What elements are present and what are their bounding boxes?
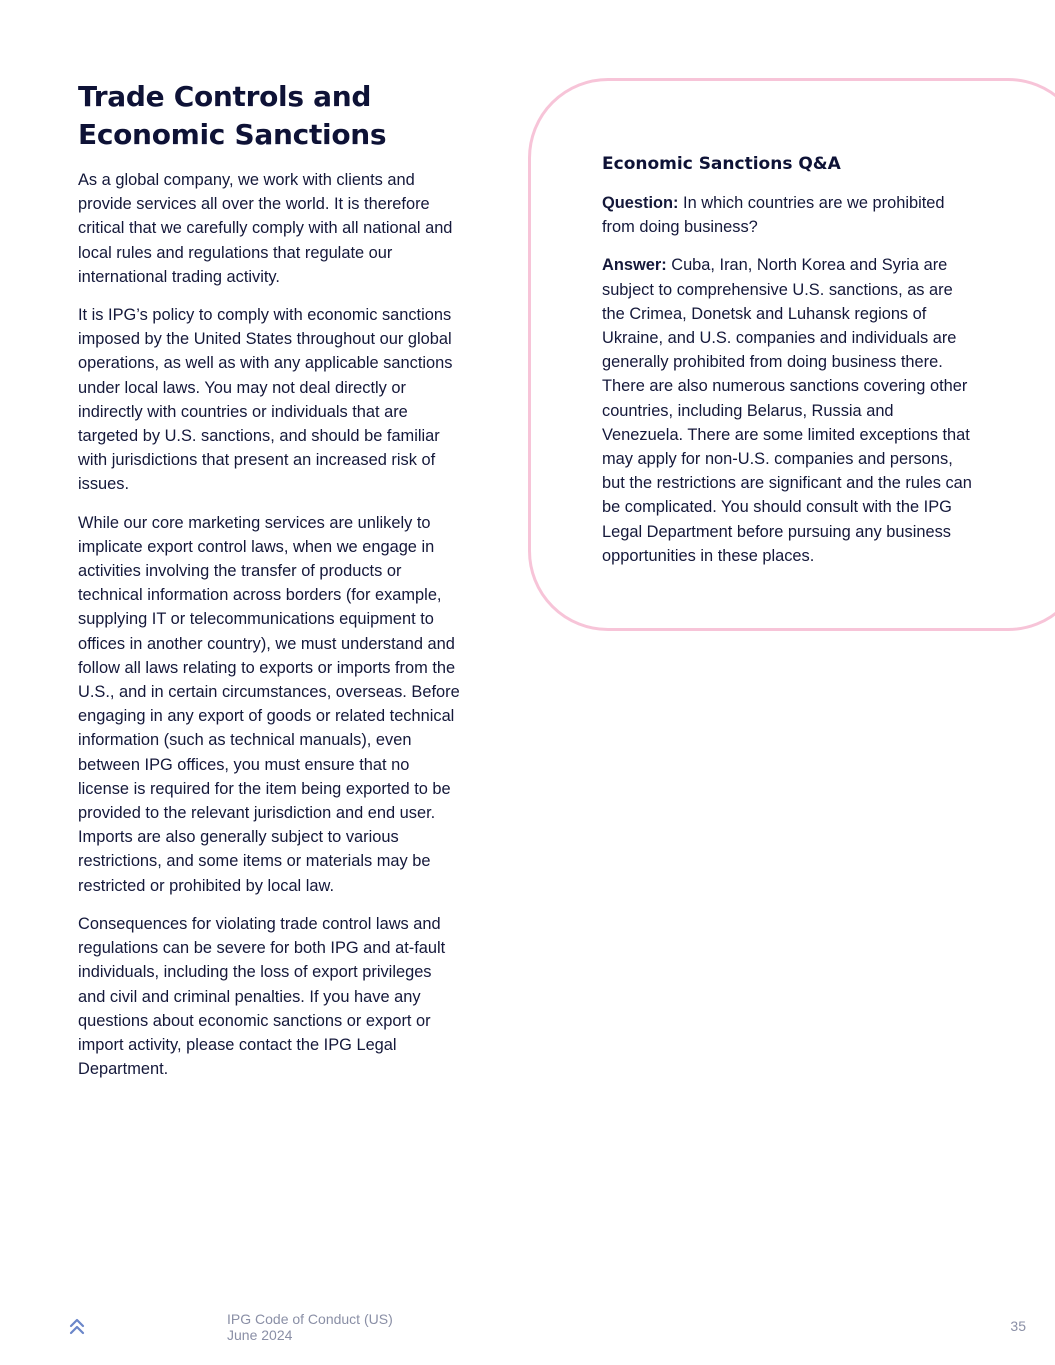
body-paragraph-2: It is IPG’s policy to comply with economic sanctions imposed by the United States throughout our global operations, as well as with any applicable sanctions under local laws. You may not deal directly or indirectly with countries or individuals that are targeted by U.S. sanctions, and should be familiar with jurisdictions that present an increased risk of issues. <box>78 306 453 494</box>
page-title-line-1: Trade Controls and <box>78 80 372 113</box>
main-column <box>78 78 463 1095</box>
qa-question <box>602 191 977 239</box>
double-chevron-up-icon[interactable] <box>68 1316 86 1336</box>
body-paragraph-4: Consequences for violating trade control laws and regulations can be severe for both IPG and at-fault individuals, including the loss of export privileges and civil and criminal penalties. If you have any questions about economic sanctions or export or import activity, please contact the IPG Legal Department. <box>78 914 446 1079</box>
question-text: In which countries are we prohibited from doing business? <box>602 194 945 237</box>
footer-document-info <box>227 1311 393 1343</box>
page-title <box>78 78 463 154</box>
footer-doc-title: IPG Code of Conduct (US) <box>227 1311 393 1327</box>
answer-text: Cuba, Iran, North Korea and Syria are subject to comprehensive U.S. sanctions, as are the Crimea, Donetsk and Luhansk regions of Ukraine, and U.S. companies and individuals are generally prohibited from doing business there. There are also numerous sanctions covering other countries, including Belarus, Russia and Venezuela. There are some limited exceptions that may apply for non-U.S. companies and persons, but the restrictions are significant and the rules can be complicated. You should consult with the IPG Legal Department before pursuing any business opportunities in these places. <box>602 256 972 565</box>
page-title-line-2: Economic Sanctions <box>78 118 387 151</box>
footer-date: June 2024 <box>227 1327 293 1343</box>
question-label: Question: <box>602 194 679 212</box>
qa-title: Economic Sanctions Q&A <box>602 154 841 174</box>
qa-answer <box>602 253 977 568</box>
qa-card <box>602 152 977 582</box>
body-paragraph-1: As a global company, we work with clients and provide services all over the world. It is therefore critical that we carefully comply with all national and local rules and regulations that regulate our international trading activity. <box>78 171 453 286</box>
answer-label: Answer: <box>602 256 667 275</box>
body-paragraph-3: While our core marketing services are unlikely to implicate export control laws, when we engage in activities involving the transfer of products or technical information across borders (for example, supplying IT or telecommunications equipment to offices in another country), we must understand and follow all laws relating to exports or imports from the U.S., and in certain circumstances, overseas. Before engaging in any export of goods or related technical information (such as technical manuals), even between IPG offices, you must ensure that no license is required for the item being exported to be provided to the relevant jurisdiction and end user. Imports are also generally subject to various restrictions, and some items or materials may be restricted or prohibited by local law. <box>78 513 460 895</box>
page-number: 35 <box>1010 1318 1026 1334</box>
